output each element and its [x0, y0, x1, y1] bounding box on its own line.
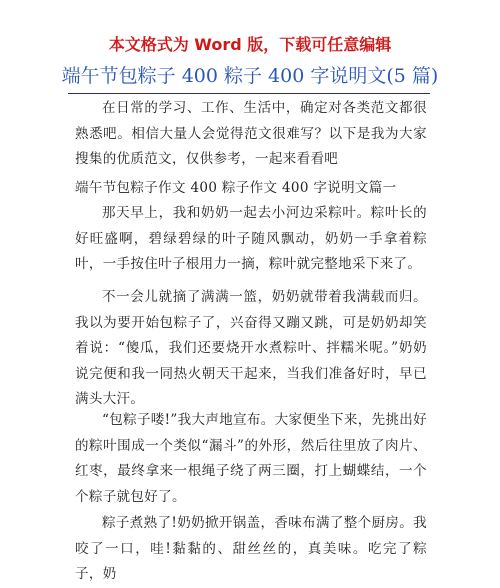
word-format-banner: 本文格式为 Word 版，下载可任意编辑	[108, 35, 392, 54]
body-paragraph: 那天早上，我和奶奶一起去小河边采粽叶。粽叶长的好旺盛啊，碧绿碧绿的叶子随风飘动，奶奶一手拿着粽叶，一手按住叶子根用力一摘，粽叶就完整地采下来了。	[75, 205, 427, 272]
intro-paragraph: 在日常的学习、工作、生活中，确定对各类范文都很熟悉吧。相信大量人会觉得范文很难写？以下是我为大家搜集的优质范文，仅供参考，一起来看看吧	[75, 100, 427, 167]
body-paragraph: 粽子煮熟了!奶奶掀开锅盖，香味布满了整个厨房。我咬了一口，哇!黏黏的、甜丝丝的，真美味。吃完了粽子，奶	[75, 515, 427, 582]
title-divider	[68, 93, 430, 94]
section-heading: 端午节包粽子作文 400 粽子作文 400 字说明文篇一	[75, 180, 397, 196]
body-paragraph: 不一会儿就摘了满满一篮，奶奶就带着我满载而归。我以为要开始包粽子了，兴奋得又蹦又跳，可是奶奶却笑着说：“傻瓜，我们还要烧开水煮粽叶、拌糯米呢。”奶奶说完便和我一同热火朝天干起来，当我们准备好时，早已满头大汗。	[75, 289, 427, 407]
document-title: 端午节包粽子 400 粽子 400 字说明文(5 篇)	[61, 65, 439, 87]
body-paragraph: “包粽子喽!”我大声地宣布。大家便坐下来，先挑出好的粽叶围成一个类似“漏斗”的外形，然后往里放了肉片、红枣，最终拿来一根绳子绕了两三圈，打上蝴蝶结，一个个粽子就包好了。	[75, 412, 427, 505]
